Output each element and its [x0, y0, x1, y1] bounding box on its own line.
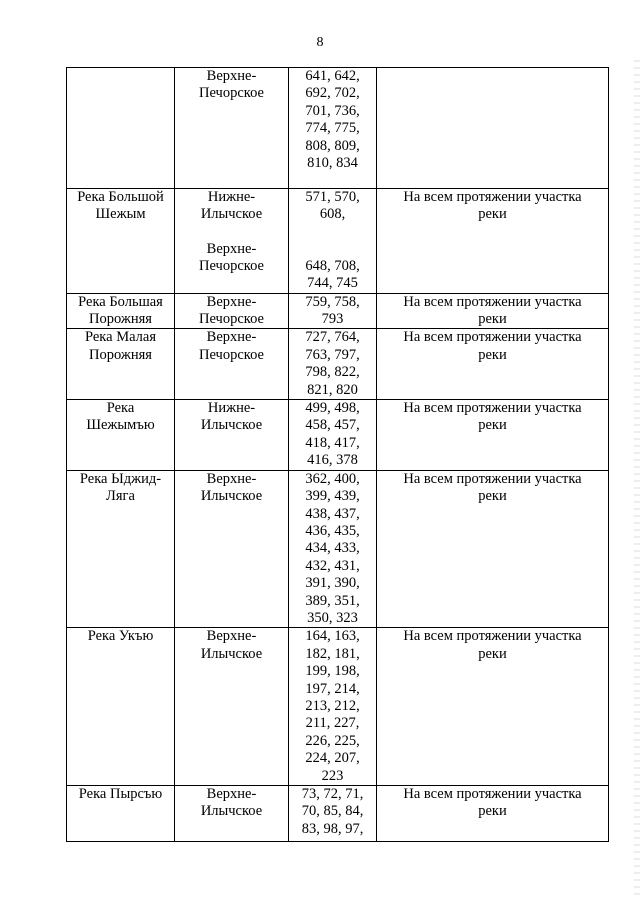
table-row [67, 786, 609, 842]
note-cell [377, 68, 609, 189]
note-line: реки [478, 417, 507, 434]
forestry-line: Илычское [200, 645, 263, 662]
forestry-cell [175, 628, 289, 786]
quarters-line: 438, 437, [305, 505, 360, 522]
quarters-line: 458, 457, [305, 417, 360, 434]
note-cell [377, 189, 609, 294]
quarters-line: 211, 227, [305, 715, 360, 732]
blank-line [178, 224, 285, 241]
quarters-line: 70, 85, 84, [301, 803, 364, 820]
forestry-line: Верхне- [206, 628, 257, 645]
river-line: Шежымъю [86, 417, 155, 434]
note-line: реки [478, 645, 507, 662]
quarters-line: 197, 214, [305, 680, 360, 697]
quarters-cell [289, 400, 377, 471]
quarters-line: 418, 417, [305, 434, 360, 451]
forestry-cell [175, 329, 289, 400]
quarters-cell [289, 470, 377, 628]
note-line: реки [478, 488, 507, 505]
forestry-line: Верхне- [206, 240, 257, 257]
forestry-line: Нижне- [207, 189, 256, 205]
river-line: Река Ыджид- [79, 470, 162, 487]
quarters-cell [289, 189, 377, 294]
forestry-line: Илычское [200, 488, 263, 505]
forestry-line: Верхне- [206, 786, 257, 802]
river-line: Река Укъю [87, 628, 154, 645]
quarters-line: 648, 708, [305, 257, 360, 274]
quarters-line: 821, 820 [307, 381, 358, 398]
quarters-line: 692, 702, [305, 85, 360, 102]
quarters-cell [289, 628, 377, 786]
table-row [67, 628, 609, 786]
quarters-line: 164, 163, [305, 628, 360, 645]
river-line: Ляга [106, 488, 135, 505]
forestry-line: Илычское [200, 206, 263, 223]
river-name-cell [67, 786, 175, 842]
river-name-cell [67, 189, 175, 294]
river-line: Шежым [95, 206, 146, 223]
river-line: Река Большая [78, 293, 163, 310]
forestry-line: Илычское [200, 417, 263, 434]
note-line: На всем протяжении участка [403, 470, 582, 487]
quarters-cell [289, 786, 377, 842]
forestry-line: Верхне- [206, 68, 257, 84]
quarters-line: 182, 181, [305, 645, 360, 662]
quarters-line: 389, 351, [305, 592, 360, 609]
note-line: реки [478, 311, 507, 328]
river-line: Порожняя [89, 346, 152, 363]
quarters-cell [289, 329, 377, 400]
note-line: На всем протяжении участка [403, 293, 582, 310]
note-cell [377, 400, 609, 471]
quarters-line: 701, 736, [305, 102, 360, 119]
blank-line [292, 224, 373, 241]
quarters-line: 362, 400, [305, 470, 360, 487]
quarters-line: 810, 834 [307, 155, 358, 172]
forestry-cell [175, 786, 289, 842]
quarters-line: 436, 435, [305, 522, 360, 539]
river-line: Река Пырсъю [78, 786, 163, 802]
quarters-line: 808, 809, [305, 137, 360, 154]
river-name-cell [67, 293, 175, 329]
river-name-cell [67, 68, 175, 189]
scan-edge-artifact [634, 60, 640, 900]
note-line: На всем протяжении участка [403, 189, 582, 205]
quarters-line: 213, 212, [305, 697, 360, 714]
forestry-line: Печорское [199, 85, 264, 102]
quarters-line: 759, 758, [305, 293, 360, 310]
note-line: На всем протяжении участка [403, 400, 582, 417]
forestry-line: Верхне- [206, 293, 257, 310]
note-line: На всем протяжении участка [403, 628, 582, 645]
quarters-line: 223 [321, 767, 344, 784]
table-row [67, 68, 609, 189]
table-row [67, 400, 609, 471]
quarters-line: 434, 433, [305, 540, 360, 557]
quarters-line: 608, [319, 206, 346, 223]
table-row [67, 329, 609, 400]
note-cell [377, 293, 609, 329]
quarters-line: 350, 323 [307, 609, 358, 626]
forestry-cell [175, 470, 289, 628]
table-row [67, 470, 609, 628]
quarters-line: 226, 225, [305, 732, 360, 749]
quarters-line: 224, 207, [305, 750, 360, 767]
table-row [67, 293, 609, 329]
quarters-line: 73, 72, 71, [301, 786, 364, 802]
quarters-line: 416, 378 [307, 452, 358, 469]
quarters-line: 83, 98, 97, [301, 820, 364, 837]
quarters-line: 774, 775, [305, 120, 360, 137]
forestry-cell [175, 400, 289, 471]
quarters-line: 571, 570, [305, 189, 360, 205]
quarters-line: 763, 797, [305, 346, 360, 363]
river-line: Река Большой [77, 189, 164, 205]
river-name-cell [67, 628, 175, 786]
forestry-line: Илычское [200, 803, 263, 820]
forestry-cell [175, 293, 289, 329]
forestry-cell [175, 68, 289, 189]
quarters-line: 499, 498, [305, 400, 360, 417]
quarters-line: 641, 642, [305, 68, 360, 84]
quarters-line: 744, 745 [307, 275, 358, 292]
river-line: Река Малая [85, 329, 156, 346]
forestry-line: Верхне- [206, 470, 257, 487]
quarters-line: 391, 390, [305, 575, 360, 592]
forestry-line: Печорское [199, 346, 264, 363]
river-name-cell [67, 329, 175, 400]
quarters-line: 399, 439, [305, 488, 360, 505]
quarters-line: 727, 764, [305, 329, 360, 346]
forestry-line: Верхне- [206, 329, 257, 346]
quarters-line: 432, 431, [305, 557, 360, 574]
quarters-line: 199, 198, [305, 663, 360, 680]
quarters-cell [289, 68, 377, 189]
blank-line [292, 241, 373, 258]
forestry-line: Печорское [199, 258, 264, 275]
quarters-cell [289, 293, 377, 329]
note-line: На всем протяжении участка [403, 786, 582, 802]
note-cell [377, 628, 609, 786]
quarters-line: 798, 822, [305, 364, 360, 381]
note-line: реки [478, 803, 507, 820]
forestry-line: Нижне- [207, 400, 256, 417]
river-line: Порожняя [89, 311, 152, 328]
table-row [67, 189, 609, 294]
river-name-cell [67, 400, 175, 471]
note-line: На всем протяжении участка [403, 329, 582, 346]
note-cell [377, 786, 609, 842]
note-line: реки [478, 206, 507, 223]
forestry-cell [175, 189, 289, 294]
river-line: Река [106, 400, 135, 417]
page-number: 8 [316, 35, 324, 50]
note-line: реки [478, 346, 507, 363]
note-cell [377, 329, 609, 400]
river-name-cell [67, 470, 175, 628]
table-body [67, 68, 609, 842]
note-cell [377, 470, 609, 628]
forestry-line: Печорское [199, 311, 264, 328]
protected-areas-table [66, 67, 609, 842]
quarters-line: 793 [321, 311, 344, 328]
